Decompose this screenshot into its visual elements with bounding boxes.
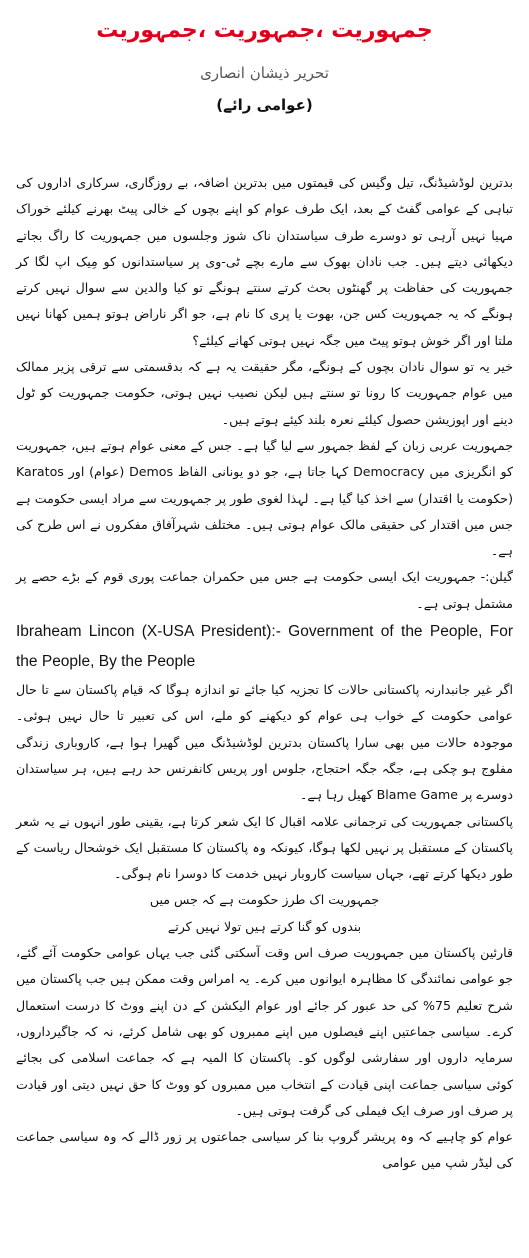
article-subtitle: (عوامی رائے) — [216, 96, 313, 114]
english-quote: Ibraheam Lincon (X-USA President):- Government of the People, For the People, By the People — [16, 623, 513, 671]
article-title: جمہوریت ،جمہوریت ،جمہوریت — [96, 18, 433, 43]
paragraph: اگر غیر جانبدارنہ پاکستانی حالات کا تجزیہ کیا جائے تو اندازہ ہوگا کہ قیام پاکستان سے تا حال عوامی حکومت کے خواب ہی عوام کو دیکھنے کو ملے، اس کی تعبیر تا حال نہیں ہوئی۔ موجودہ حالات میں بھی سارا پاکستان بدترین لوڈشیڈنگ میں گھیرا ہوا ہے، کاروباری زندگی مفلوج ہو چکی ہے، جگہ جگہ احتجاج، جلوس اور پریس کانفرنس حد رہے ہیں، ہر سیاستدان دوسرے پر Blame Game کھیل رہا ہے۔ — [16, 682, 513, 803]
paragraph: قارئین پاکستان میں جمہوریت صرف اس وقت آسکتی گئی جب یہاں عوامی حکومت آئے گئے، جو عوامی نمائندگی کا مظاہرہ ایوانوں میں کرے۔ یہ امراس وقت ممکن ہیں جب پاکستان میں شرح تعلیم 75% کی حد عبور کر جائے اور عوام الیکشن کے دن اپنے ووٹ کا درست استعمال کرے۔ سیاسی جماعتیں اپنے فیصلوں میں اپنے ممبروں کو بھی شامل کرئے، نہ کہ جاگیرداروں، سرمایہ داروں اور سفارشی لوگوں کو۔ پاکستان کا المیہ ہے کہ جماعت اسلامی کی بجائے کوئی سیاسی جماعت اپنی قیادت کے انتخاب میں ممبروں کو ووٹ کا حق نہیں دیتی اور قیادت پر صرف اور صرف ایک فیملی کی گرفت ہوتی ہیں۔ — [16, 945, 513, 1118]
paragraph: خیر یہ تو سوال نادان بچوں کے ہونگے، مگر حقیقت یہ ہے کہ بدقسمتی سے ترقی پزیر ممالک میں عوام جمہوریت کا رونا تو سنتے ہیں لیکن نصیب نہیں ہوتی، حکومت جمہوریت کو ٹول دینے اور اپوزیشن حصول کیلئے نعرہ بلند کیئے ہوتے ہیں۔ — [16, 359, 513, 427]
paragraph: عوام کو چاہیے کہ وہ پریشر گروپ بنا کر سیاسی جماعتوں پر زور ڈالے کہ وہ سیاسی جماعت کی لیڈر شپ میں عوامی — [16, 1129, 513, 1171]
verse-line: جمہوریت اک طرز حکومت ہے کہ جس میں — [149, 892, 380, 908]
paragraph: جمہوریت عربی زبان کے لفظ جمہور سے لیا گیا ہے۔ جس کے معنی عوام ہوتے ہیں، جمہوریت کو انگریزی میں Democracy کہا جاتا ہے، جو دو یونانی الفاظ Demos (عوام) اور Karatos (حکومت یا اقتدار) سے اخذ کیا گیا ہے۔ لہذا لغوی طور پر جمہوریت سے مراد ایسی حکومت ہے جس میں اقتدار کی حقیقی مالک عوام ہوتی ہیں۔ مختلف شہرآفاق مفکروں نے اس طرح کی ہے۔ — [16, 437, 513, 559]
paragraph: پاکستانی جمہوریت کی ترجمانی علامہ اقبال کا ایک شعر کرتا ہے، یقینی طور انہوں نے یہ شعر پاکستان کے مستقبل پر نہیں لکھا ہوگا، کیونکہ وہ پاکستان کا مستقبل ایک خوشحال ریاست کے طور دیکھا کرتے تھے، جہاں سیاست کاروبار نہیں خدمت کا دوسرا نام ہوگی۔ — [16, 813, 513, 882]
paragraph: بدترین لوڈشیڈنگ، تیل وگیس کی قیمتوں میں بدترین اضافہ، بے روزگاری، سرکاری اداروں کی تباہی کے عوامی گفٹ کے بعد، ایک طرف عوام کو اپنے بچوں کے خالی پیٹ بھرنے کیلئے خوراک مہیا نہیں آرہی تو دوسرے طرف سیاستدان ناک شوز وجلسوں میں جمہوریت کا راگ بجاتے دیکھائی دیتے ہیں۔ جب نادان بھوک سے مارے بچے ٹی-وی پر سیاستدانوں کو مِیک اپ لگا کر جمہوریت کی حفاظت پر گھنٹوں بحث کرتے سنتے ہونگے تو کیا والدین سے سوال نہیں کرتے ہونگے کہ یہ جمہوریت کس جن، بھوت یا پری کا نام ہے، جو اگر ناراض ہوتو ہمیں کھانا نہیں ملتا اور اگر خوش ہوتو پیٹ میں جگہ نہیں ہوتی کھانے کیلئے؟ — [16, 175, 513, 348]
article-byline: تحریر ذیشان انصاری — [200, 64, 329, 82]
verse-line: بندوں کو گنا کرتے ہیں تولا نہیں کرتے — [167, 918, 362, 934]
paragraph: گیلن:- جمہوریت ایک ایسی حکومت ہے جس میں حکمران جماعت پوری قوم کے بڑے حصے پر مشتمل ہوتی ہے۔ — [16, 569, 513, 611]
article-body — [16, 170, 513, 1177]
